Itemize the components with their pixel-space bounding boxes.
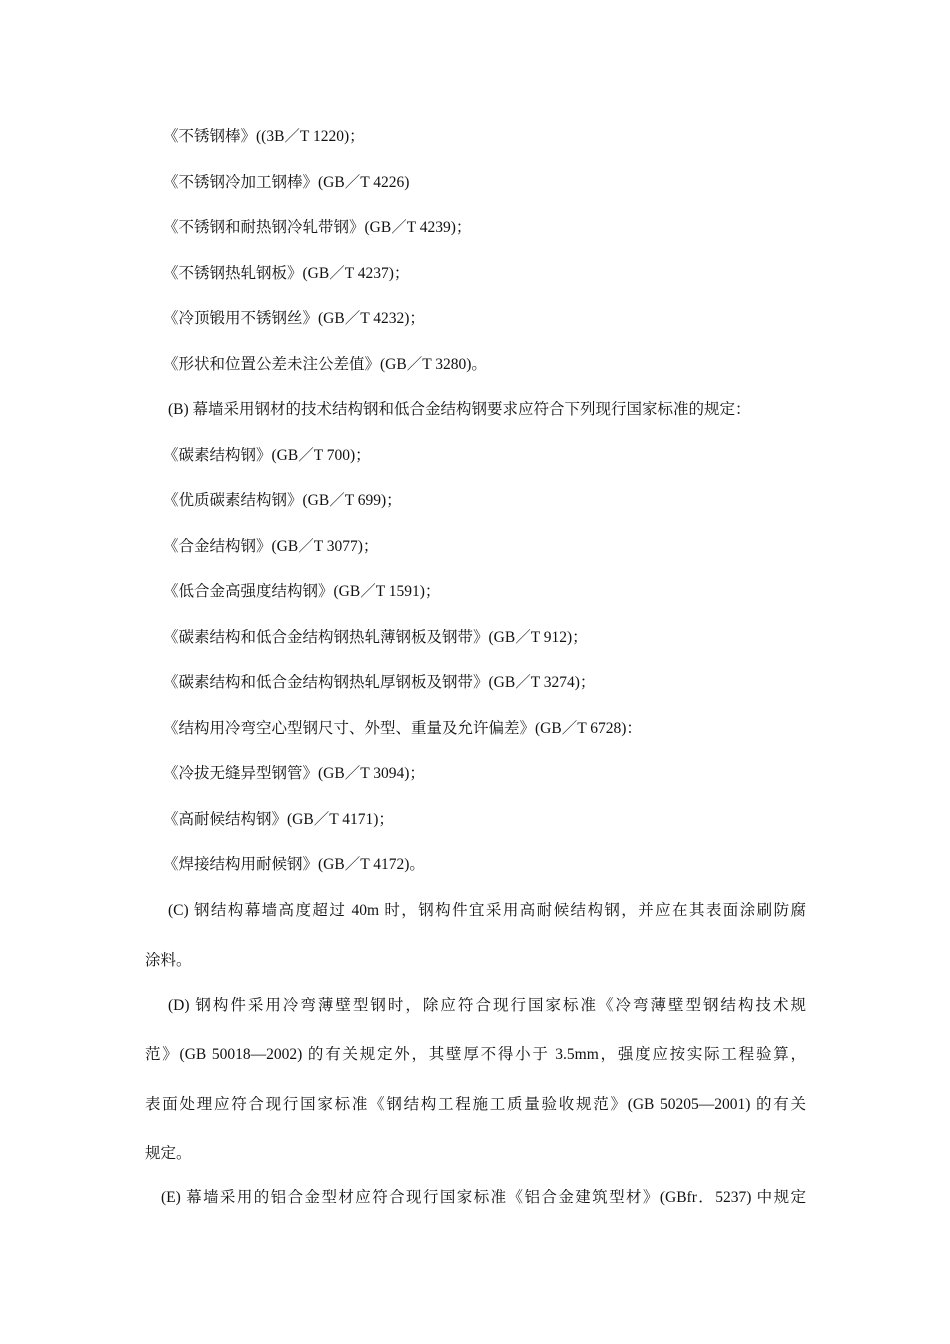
standard-line: 《合金结构钢》(GB／T 3077)；: [163, 538, 379, 555]
paragraph-d-line: 规定。: [145, 1145, 192, 1162]
standard-line: 《冷拔无缝异型钢管》(GB／T 3094)；: [163, 765, 425, 782]
paragraph-c-line: 涂料。: [145, 952, 192, 969]
paragraph-d-line: 表面处理应符合现行国家标准《钢结构工程施工质量验收规范》(GB 50205—2001) 的有关: [145, 1096, 806, 1113]
standard-line: 《碳素结构钢》(GB／T 700)；: [163, 447, 371, 464]
standard-line: 《结构用冷弯空心型钢尺寸、外型、重量及允许偏差》(GB／T 6728)：: [163, 720, 642, 737]
paragraph-c-line: (C) 钢结构幕墙高度超过 40m 时，钢构件宜采用高耐候结构钢，并应在其表面涂刷防腐: [168, 902, 806, 919]
standard-line: 《焊接结构用耐候钢》(GB／T 4172)。: [163, 856, 425, 873]
standard-line: 《高耐候结构钢》(GB／T 4171)；: [163, 811, 394, 828]
paragraph-e-line: (E) 幕墙采用的铝合金型材应符合现行国家标准《铝合金建筑型材》(GBfr．5237) 中规定: [161, 1189, 806, 1206]
standard-line: 《不锈钢冷加工钢棒》(GB／T 4226): [163, 174, 410, 191]
paragraph-d-line: 范》(GB 50018—2002) 的有关规定外，其壁厚不得小于 3.5mm，强度应按实际工程验算，: [145, 1046, 806, 1063]
standard-line: 《低合金高强度结构钢》(GB／T 1591)；: [163, 583, 441, 600]
standard-line: 《不锈钢热轧钢板》(GB／T 4237)；: [163, 265, 410, 282]
standard-line: 《不锈钢棒》((3B／T 1220)；: [163, 128, 365, 145]
paragraph-d-line: (D) 钢构件采用冷弯薄壁型钢时，除应符合现行国家标准《冷弯薄壁型钢结构技术规: [168, 997, 806, 1014]
standard-line: 《优质碳素结构钢》(GB／T 699)；: [163, 492, 402, 509]
standard-line: 《碳素结构和低合金结构钢热轧薄钢板及钢带》(GB／T 912)；: [163, 629, 588, 646]
section-b-heading: (B) 幕墙采用钢材的技术结构钢和低合金结构钢要求应符合下列现行国家标准的规定：: [168, 401, 751, 418]
standard-line: 《冷顶锻用不锈钢丝》(GB／T 4232)；: [163, 310, 425, 327]
standard-line: 《碳素结构和低合金结构钢热轧厚钢板及钢带》(GB／T 3274)；: [163, 674, 596, 691]
standard-line: 《形状和位置公差未注公差值》(GB／T 3280)。: [163, 356, 487, 373]
standard-line: 《不锈钢和耐热钢冷轧带钢》(GB／T 4239)；: [163, 219, 472, 236]
